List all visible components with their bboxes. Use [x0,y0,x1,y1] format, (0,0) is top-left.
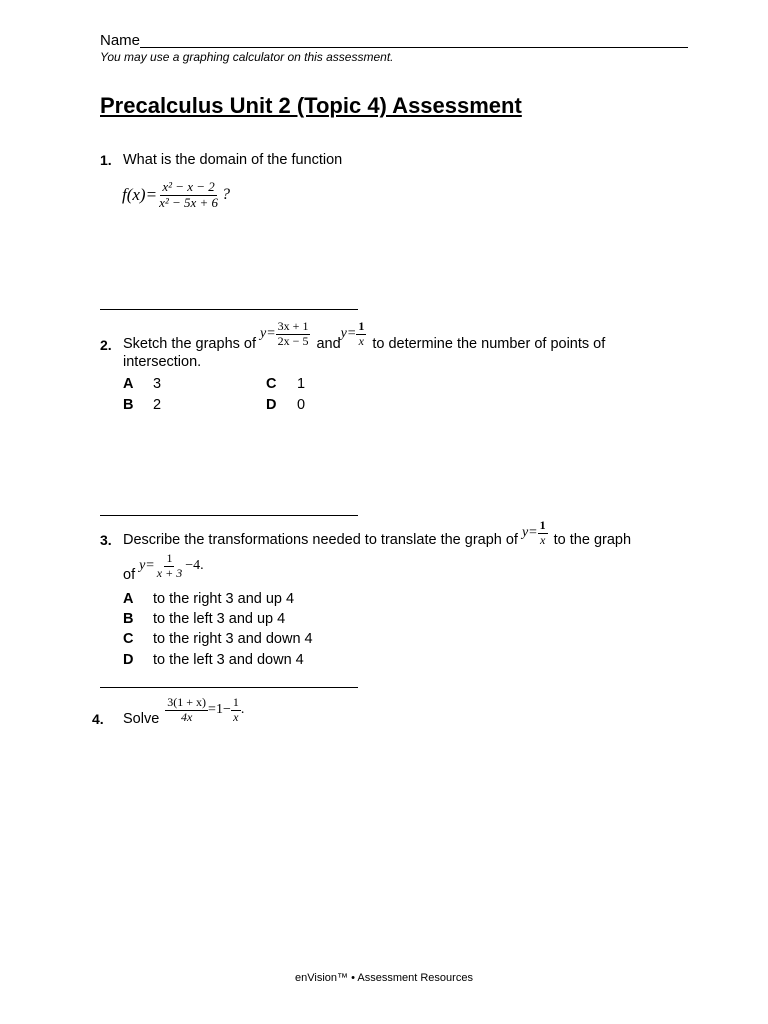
name-label: Name [100,32,141,49]
q4-number: 4. [92,711,104,727]
q2-text-after: to determine the number of points of [372,336,606,352]
q3-text-after: to the graph [553,532,632,548]
q2-y1-fraction [276,320,311,347]
q3-y2-tail: −4. [185,558,204,573]
q3-y2-lhs: y= [139,558,155,573]
q2-y2-lhs: y= [340,326,357,341]
q3-y1-lhs: y= [521,525,538,540]
q2-and: and [316,336,341,352]
calculator-note: You may use a graphing calculator on this assessment. [100,50,394,64]
q4-text: Solve [123,711,160,727]
q3-text-before: Describe the transformations needed to translate the graph of [123,532,518,548]
q4-rhs-den: x [233,709,239,724]
name-underline [140,47,688,48]
q2-number: 2. [100,337,112,353]
q3-y1-num: 1 [539,518,546,533]
q1-answer-line[interactable] [100,309,358,310]
q4-mid: =1− [208,702,231,717]
q1-text: What is the domain of the function [123,152,343,168]
q4-rhs-num: 1 [232,695,239,710]
q3-option-b-text[interactable]: to the left 3 and up 4 [153,611,286,627]
q3-option-b-letter: B [123,611,134,627]
name-field[interactable] [100,32,688,49]
q2-option-a-text[interactable]: 3 [153,376,162,392]
q2-option-d-letter: D [266,397,277,413]
q2-option-a-letter: A [123,376,134,392]
q3-option-c-letter: C [123,631,134,647]
q3-option-a-text[interactable]: to the right 3 and up 4 [153,591,295,607]
q2-y1-num: 3x + 1 [277,319,309,334]
q3-y1-den: x [539,532,546,547]
q3-of: of [123,567,136,583]
q3-option-d-text[interactable]: to the left 3 and down 4 [153,652,304,668]
q1-number: 1. [100,152,112,168]
q1-func-lhs: f(x)= [122,185,158,204]
q3-y1-fraction [538,519,548,546]
q4-tail: . [240,702,245,717]
q1-numerator: x² − x − 2 [162,179,215,195]
q4-line [123,690,244,730]
q2-y2-num: 1 [358,319,365,334]
q3-answer-line[interactable] [100,687,358,688]
q2-option-c-letter: C [266,376,277,392]
q3-number: 3. [100,532,112,548]
page-footer: enVision™ • Assessment Resources [295,972,473,984]
q4-lhs-num: 3(1 + x) [167,695,207,710]
q2-y1-lhs: y= [260,326,276,341]
q2-y2-fraction [356,320,366,347]
q4-lhs-fraction [165,696,208,723]
q1-denominator: x² − 5x + 6 [159,194,219,210]
q2-text-before: Sketch the graphs of [123,336,256,352]
q2-y2-den: x [358,333,364,348]
q3-option-c-text[interactable]: to the right 3 and down 4 [153,631,313,647]
q3-y2-fraction [155,552,184,579]
page-title: Precalculus Unit 2 (Topic 4) Assessment [100,93,522,118]
q2-option-c-text[interactable]: 1 [297,376,306,392]
q4-rhs-fraction [231,696,241,723]
q3-line2 [123,549,204,583]
q2-option-b-letter: B [123,397,134,413]
q2-line1 [123,314,605,354]
q3-y2-den: x + 3 [156,565,183,580]
q2-text-line2: intersection. [123,354,202,370]
q1-fraction [157,180,220,210]
q1-tail: ? [222,186,231,203]
q1-formula [122,172,230,218]
q3-line1 [123,516,631,550]
q3-option-d-letter: D [123,652,134,668]
q2-y1-den: 2x − 5 [277,333,309,348]
q4-lhs-den: 4x [181,709,193,724]
q3-y2-num: 1 [166,551,173,566]
q3-option-a-letter: A [123,591,134,607]
q2-option-d-text[interactable]: 0 [297,397,306,413]
q2-option-b-text[interactable]: 2 [153,397,162,413]
